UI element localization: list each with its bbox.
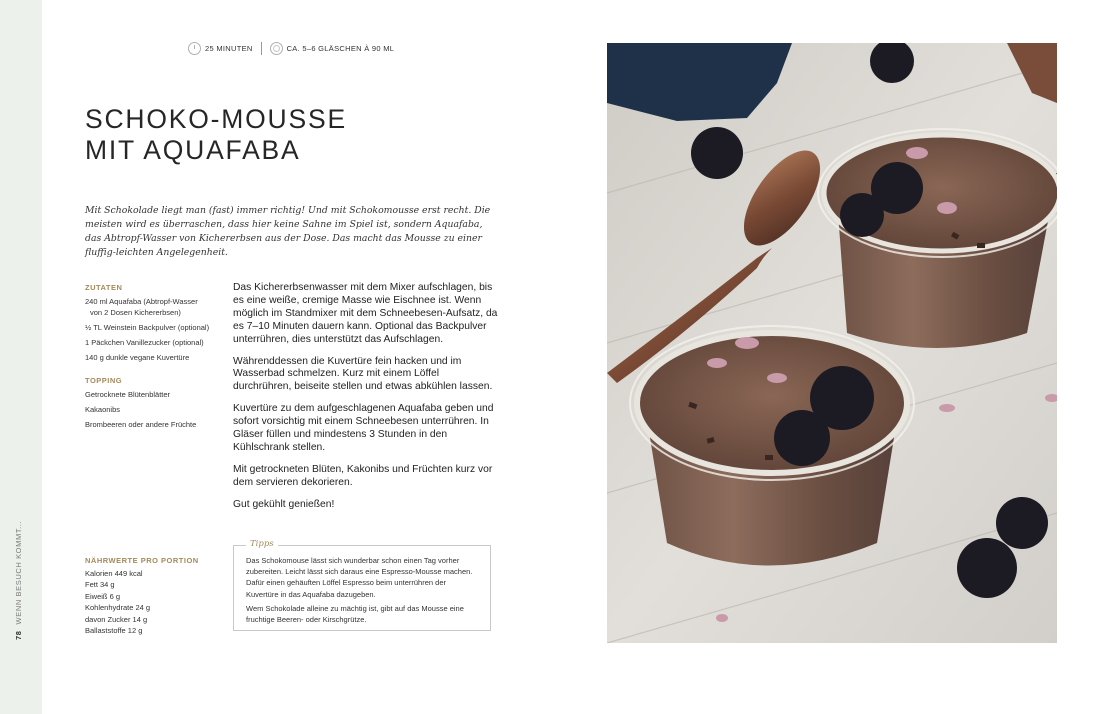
topping-item: Brombeeren oder andere Früchte	[85, 420, 197, 429]
instruction-step: Das Kichererbsenwasser mit dem Mixer aufschlagen, bis es eine weiße, cremige Masse wie Eischnee ist. Wenn möglich im Standmixer mit dem Schneebesen-Aufsatz, da es 7–10 Minuten dauern kann. Optional das Backpulver unterrühren, dies unterstützt das Aufschlagen.	[233, 282, 498, 345]
title-line-2: MIT AQUAFABA	[85, 135, 301, 165]
time-info	[188, 42, 253, 55]
mousse-photo	[607, 43, 1057, 643]
nutrition-item: Fett 34 g	[85, 580, 115, 590]
back-glass	[818, 129, 1057, 348]
ingredient-item: ½ TL Weinstein Backpulver (optional)	[85, 322, 210, 332]
front-glass	[630, 326, 914, 566]
yield-label: CA. 5–6 GLÄSCHEN À 90 ML	[286, 44, 395, 53]
nutrition-list	[85, 568, 150, 636]
nutrition-heading: NÄHRWERTE PRO PORTION	[85, 556, 199, 565]
ingredient-item: 140 g dunkle vegane Kuvertüre	[85, 352, 190, 362]
nutrition-item: Kohlenhydrate 24 g	[85, 603, 151, 613]
topping-heading: TOPPING	[85, 376, 123, 385]
meta-divider	[261, 42, 262, 55]
nutrition-item: davon Zucker 14 g	[85, 614, 148, 624]
instruction-step: Währenddessen die Kuvertüre fein hacken und im Wasserbad schmelzen. Kurz mit einem Löffel durchrühren, beiseite stellen und etwas abkühlen lassen.	[233, 355, 493, 393]
glass-icon	[270, 42, 283, 55]
yield-info	[270, 42, 395, 55]
running-head: WENN BESUCH KOMMT...	[14, 520, 23, 625]
topping-item: Getrocknete Blütenblätter	[85, 390, 171, 399]
tips-box	[233, 539, 491, 631]
instructions	[233, 282, 498, 521]
nutrition-item: Eiweiß 6 g	[85, 591, 121, 601]
instruction-step: Mit getrockneten Blüten, Kakonibs und Früchten kurz vor dem servieren dekorieren.	[233, 463, 493, 488]
ingredients-heading: ZUTATEN	[85, 283, 123, 292]
mousse-illustration	[607, 43, 1057, 643]
instruction-step: Kuvertüre zu dem aufgeschlagenen Aquafaba geben und sofort vorsichtig mit einem Schneebesen unterrühren. In Gläser füllen und mindestens 3 Stunden in den Kühlschrank stellen.	[233, 403, 494, 453]
recipe-meta	[188, 42, 394, 55]
topping-item: Kakaonibs	[85, 405, 121, 414]
instruction-step: Gut gekühlt genießen!	[233, 498, 335, 510]
ingredient-item: 1 Päckchen Vanillezucker (optional)	[85, 337, 204, 347]
page-footer	[14, 521, 23, 640]
ingredients-list	[85, 297, 227, 368]
tip-paragraph: Das Schokomouse lässt sich wunderbar schon einen Tag vorher zubereiten. Leicht lässt sich daraus eine Espresso-Mousse machen. Dafür einen gehäuften Löffel Espresso beim unterrühren der Kuvertüre in das Aquafaba dazugeben.	[246, 556, 473, 599]
nutrition-item: Ballaststoffe 12 g	[85, 626, 143, 636]
topping-list	[85, 390, 227, 435]
title-line-1: SCHOKO-MOUSSE	[85, 104, 347, 134]
page-number: 78	[14, 630, 23, 640]
time-label: 25 MINUTEN	[205, 44, 253, 53]
clock-icon	[188, 42, 201, 55]
recipe-intro: Mit Schokolade liegt man (fast) immer richtig! Und mit Schokomousse erst recht. Die meisten wird es überraschen, dass hier keine Sahne im Spiel ist, sondern Aquafaba, das Abtropf-Wasser von Kichererbsen aus der Dose. Das macht das Mousse zu einer fluffig-leichten Angelegenheit.	[85, 205, 491, 258]
nutrition-item: Kalorien 449 kcal	[85, 569, 143, 578]
recipe-title	[85, 104, 347, 166]
tips-body	[246, 555, 480, 628]
tip-paragraph: Wem Schokolade alleine zu mächtig ist, gibt auf das Mousse eine fruchtige Beeren- oder Kirschgrütze.	[246, 603, 464, 625]
tips-label: Tipps	[246, 539, 278, 549]
ingredient-item: 240 ml Aquafaba (Abtropf-Wasser von 2 Dosen Kichererbsen)	[85, 297, 198, 317]
